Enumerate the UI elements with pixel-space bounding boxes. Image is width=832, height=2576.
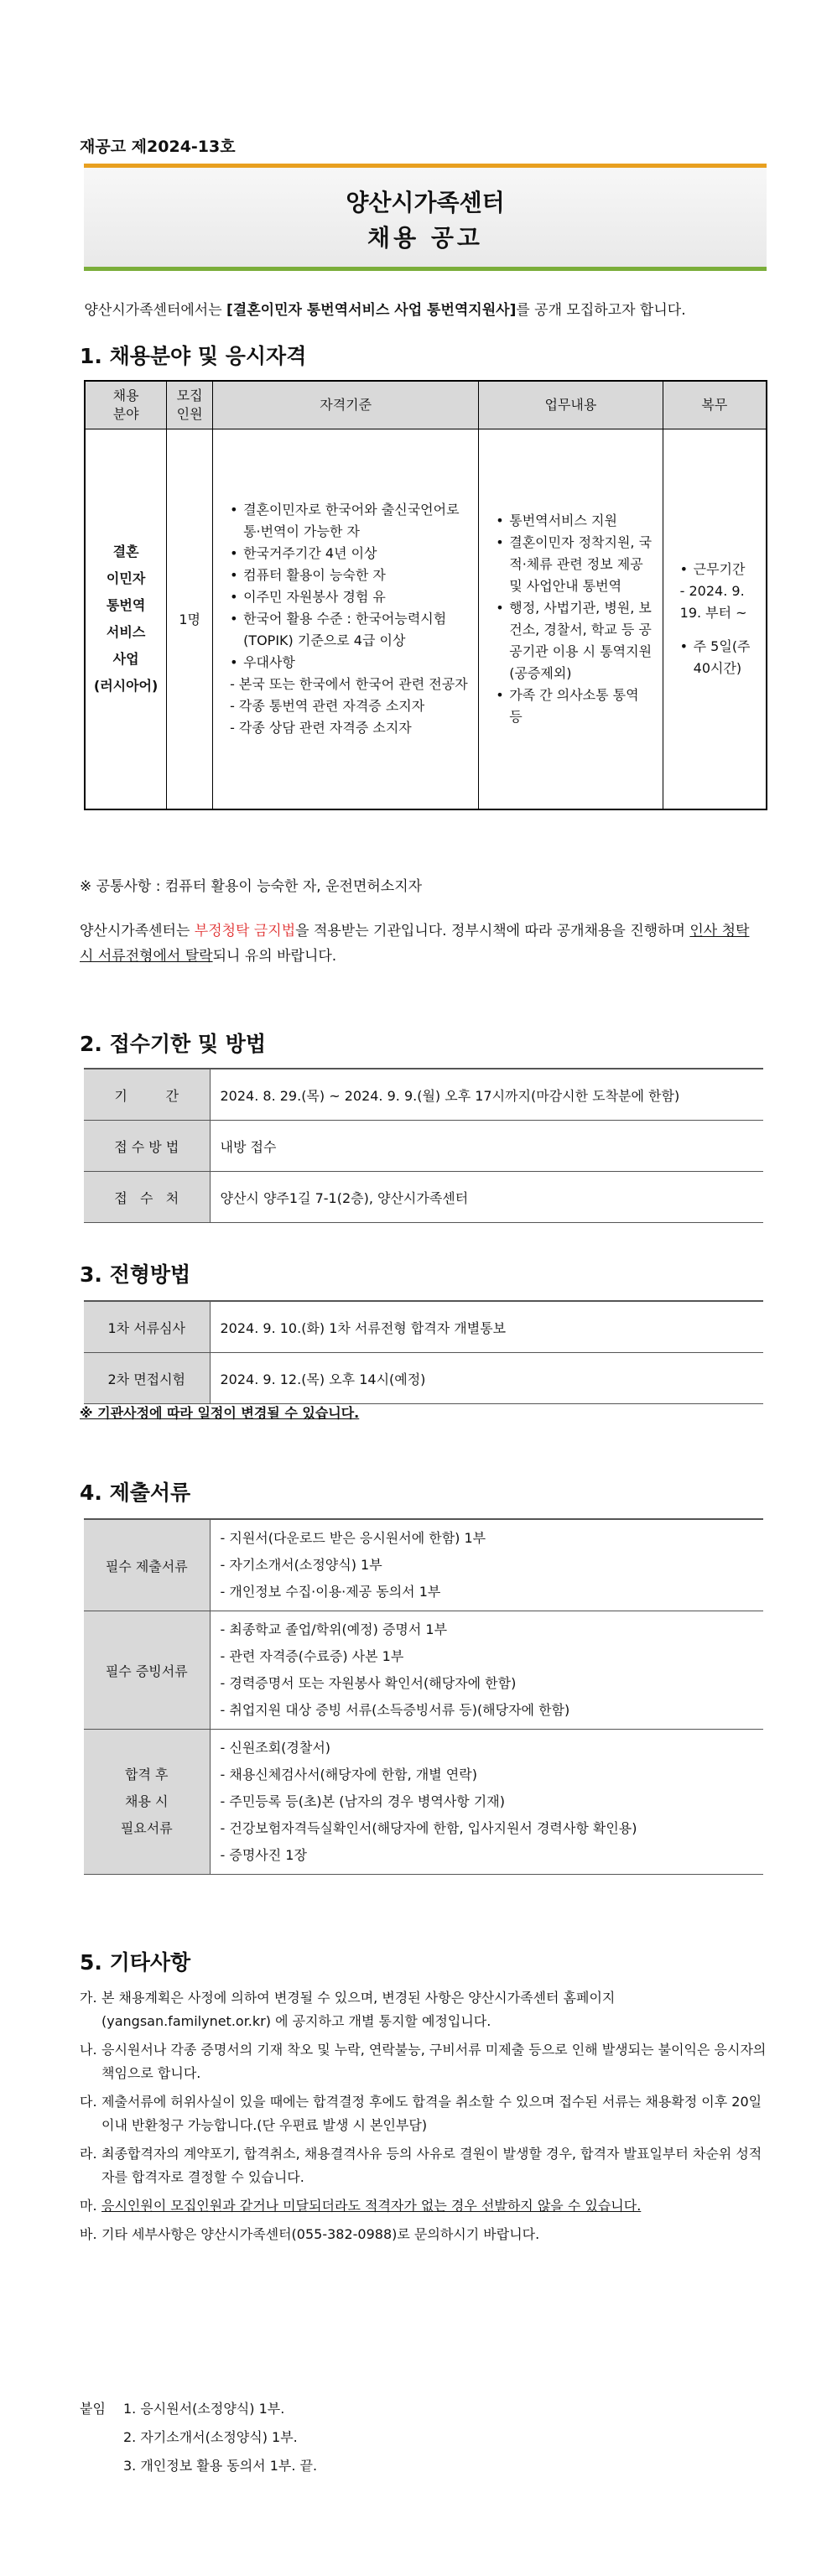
recruitment-table	[84, 380, 767, 810]
documents-key: 합격 후 채용 시 필요서류	[84, 1730, 210, 1875]
title-banner	[84, 164, 767, 271]
note-text: 응시인원이 모집인원과 같거나 미달되더라도 적격자가 없는 경우 선발하지 않을 수 있습니다.	[101, 2198, 642, 2214]
warning-text: 되니 유의 바랍니다.	[212, 948, 337, 965]
document-item: - 신원조회(경찰서)	[220, 1740, 331, 1756]
application-location: 양산시 양주1길 7-1(2층), 양산시가족센터	[210, 1172, 763, 1223]
warning-text: 양산시가족센터는	[80, 923, 195, 939]
note-label: 라.	[80, 2146, 97, 2162]
preference-item: - 각종 통번역 관련 자격증 소지자	[230, 697, 425, 714]
document-item: - 증명사진 1장	[220, 1847, 307, 1863]
header-count: 모집 인원	[167, 381, 213, 429]
selection-key: 1차 서류심사	[84, 1301, 210, 1353]
note-text: 응시원서나 각종 증명서의 기재 착오 및 누락, 연락불능, 구비서류 미제출 등으로 인해 발생되는 불이익은 응시자의 책임으로 합니다.	[101, 2042, 767, 2081]
note-text: 기타 세부사항은 양산시가족센터(055-382-0988)로 문의하시기 바랍니다.	[101, 2226, 540, 2242]
header-qualification: 자격기준	[213, 381, 479, 429]
other-note-item	[80, 2223, 767, 2246]
note-label: 다.	[80, 2094, 97, 2110]
note-text: 최종합격자의 계약포기, 합격취소, 채용결격사유 등의 사유로 결원이 발생할 경우, 합격자 발표일부터 차순위 성적자를 합격자로 결정할 수 있습니다.	[101, 2146, 762, 2185]
title-subject: 채용 공고	[367, 224, 483, 252]
intro-job-title: [결혼이민자 통번역서비스 사업 통번역지원사]	[226, 302, 517, 319]
document-item: - 개인정보 수집·이용·제공 동의서 1부	[220, 1584, 441, 1600]
document-item: - 최종학교 졸업/학위(예정) 증명서 1부	[220, 1621, 448, 1637]
application-key: 기 간	[84, 1069, 210, 1121]
qualification-item: • 한국거주기간 4년 이상	[243, 543, 470, 565]
title-org: 양산시가족센터	[346, 189, 505, 216]
qualification-cell	[213, 429, 479, 809]
documents-key: 필수 증빙서류	[84, 1611, 210, 1730]
service-list	[675, 559, 759, 580]
attachment-item: 3. 개인정보 활용 동의서 1부. 끝.	[123, 2458, 318, 2474]
note-label: 마.	[80, 2198, 97, 2214]
warning-underlined: 인사 청탁 시 서류전형에서 탈락	[80, 923, 750, 965]
header-service: 복무	[663, 381, 767, 429]
warning-law: 부정청탁 금지법	[194, 923, 296, 939]
attachment-item: 2. 자기소개서(소정양식) 1부.	[123, 2429, 298, 2445]
note-text: 제출서류에 허위사실이 있을 때에는 합격결정 후에도 합격을 취소할 수 있으며 접수된 서류는 채용확정 이후 20일 이내 반환청구 가능합니다.(단 우편료 발생 시 본인부담)	[101, 2094, 762, 2133]
section1-title: 1. 채용분야 및 응시자격	[80, 344, 307, 368]
field-line: 사업	[112, 650, 139, 667]
intro-paragraph	[80, 298, 763, 323]
document-item: - 지원서(다운로드 받은 응시원서에 한함) 1부	[220, 1530, 486, 1546]
document-item: - 관련 자격증(수료증) 사본 1부	[220, 1648, 404, 1664]
duties-cell	[479, 429, 663, 809]
section2-title: 2. 접수기한 및 방법	[80, 1032, 267, 1056]
intro-text: 양산시가족센터에서는	[84, 302, 227, 319]
document-item: - 경력증명서 또는 자원봉사 확인서(해당자에 한함)	[220, 1675, 517, 1691]
application-key: 접 수 방 법	[84, 1121, 210, 1172]
selection-table	[84, 1300, 763, 1404]
anti-graft-warning	[80, 919, 767, 969]
attachment-row	[80, 2395, 317, 2480]
qualification-item: • 한국어 활용 수준 : 한국어능력시험(TOPIK) 기준으로 4급 이상	[243, 608, 470, 652]
section4-title: 4. 제출서류	[80, 1481, 191, 1505]
service-list-2	[675, 636, 759, 679]
field-line: 이민자	[106, 570, 146, 586]
duty-item: • 통번역서비스 지원	[509, 510, 653, 532]
proof-documents	[210, 1611, 763, 1730]
field-line: 통번역	[106, 596, 146, 613]
other-note-item	[80, 2090, 767, 2137]
attachment-item: 1. 응시원서(소정양식) 1부.	[123, 2401, 285, 2417]
section5-title: 5. 기타사항	[80, 1950, 191, 1975]
other-notes	[80, 1986, 767, 2251]
duty-item: • 가족 간 의사소통 통역 등	[509, 684, 653, 728]
note-text: 본 채용계획은 사정에 의하여 변경될 수 있으며, 변경된 사항은 양산시가족센터 홈페이지(yangsan.familynet.or.kr) 에 공지하고 개별 통지할 예정입니다.	[101, 1990, 616, 2029]
selection-key: 2차 면접시험	[84, 1353, 210, 1404]
notice-number: 재공고 제2024-13호	[80, 138, 236, 156]
field-line: (러시아어)	[93, 677, 159, 694]
field-line: 서비스	[106, 623, 146, 640]
warning-text: 을 적용받는 기관입니다. 정부시책에 따라 공개채용을 진행하며	[295, 923, 690, 939]
selection-stage2: 2024. 9. 12.(목) 오후 14시(예정)	[210, 1353, 763, 1404]
application-method: 내방 접수	[210, 1121, 763, 1172]
application-key: 접 수 처	[84, 1172, 210, 1223]
other-note-item	[80, 2142, 767, 2189]
qualification-item: • 우대사항	[243, 652, 470, 674]
header-field: 채용 분야	[85, 381, 167, 429]
documents-key: 필수 제출서류	[84, 1519, 210, 1611]
post-hire-documents	[210, 1730, 763, 1875]
field-cell	[85, 429, 167, 809]
documents-table	[84, 1518, 763, 1875]
service-cell	[663, 429, 767, 809]
qualification-item: • 컴퓨터 활용이 능숙한 자	[243, 565, 470, 586]
service-item: • 주 5일(주 40시간)	[694, 636, 759, 679]
other-note-item	[80, 2194, 767, 2218]
selection-stage1: 2024. 9. 10.(화) 1차 서류전형 합격자 개별통보	[210, 1301, 763, 1353]
schedule-change-note: ※ 기관사정에 따라 일정이 변경될 수 있습니다.	[80, 1405, 360, 1421]
field-line: 결혼	[112, 543, 139, 559]
attachments-label: 붙임	[80, 2401, 106, 2417]
duty-item: • 행정, 사법기관, 병원, 보건소, 경찰서, 학교 등 공공기관 이용 시 통역지원(공증제외)	[509, 597, 653, 684]
attachments	[80, 2395, 317, 2480]
qualification-item: • 결혼이민자로 한국어와 출신국언어로 통·번역이 가능한 자	[243, 499, 470, 543]
service-period: - 2024. 9. 19. 부터 ~	[679, 582, 747, 621]
header-duties: 업무내용	[479, 381, 663, 429]
count-cell: 1명	[167, 429, 213, 809]
document-item: - 주민등록 등(초)본 (남자의 경우 병역사항 기재)	[220, 1793, 505, 1809]
qualification-item: • 이주민 자원봉사 경험 유	[243, 586, 470, 608]
intro-text-end: 를 공개 모집하고자 합니다.	[516, 302, 686, 319]
note-label: 나.	[80, 2042, 97, 2058]
service-item: • 근무기간	[694, 559, 759, 580]
attachment-list	[123, 2395, 317, 2480]
note-label: 바.	[80, 2226, 97, 2242]
duty-item: • 결혼이민자 정착지원, 국적·체류 관련 정보 제공 및 사업안내 통번역	[509, 532, 653, 597]
other-note-item	[80, 2038, 767, 2085]
note-label: 가.	[80, 1990, 97, 2006]
application-period: 2024. 8. 29.(목) ~ 2024. 9. 9.(월) 오후 17시까지(마감시한 도착분에 한함)	[210, 1069, 763, 1121]
qualification-list	[225, 499, 470, 674]
common-note: ※ 공통사항 : 컴퓨터 활용이 능숙한 자, 운전면허소지자	[80, 878, 423, 895]
application-table	[84, 1068, 763, 1223]
preference-item: - 각종 상담 관련 자격증 소지자	[230, 719, 412, 736]
document-item: - 건강보험자격득실확인서(해당자에 한함, 입사지원서 경력사항 확인용)	[220, 1820, 637, 1836]
title-bottom-bar	[84, 267, 767, 271]
document-item: - 채용신체검사서(해당자에 한함, 개별 연락)	[220, 1767, 477, 1782]
document-item: - 취업지원 대상 증빙 서류(소득증빙서류 등)(해당자에 한함)	[220, 1702, 570, 1718]
document-item: - 자기소개서(소정양식) 1부	[220, 1557, 382, 1573]
section3-title: 3. 전형방법	[80, 1262, 191, 1287]
preference-item: - 본국 또는 한국에서 한국어 관련 전공자	[230, 675, 468, 692]
other-note-item	[80, 1986, 767, 2033]
required-documents	[210, 1519, 763, 1611]
duties-list	[491, 510, 653, 728]
